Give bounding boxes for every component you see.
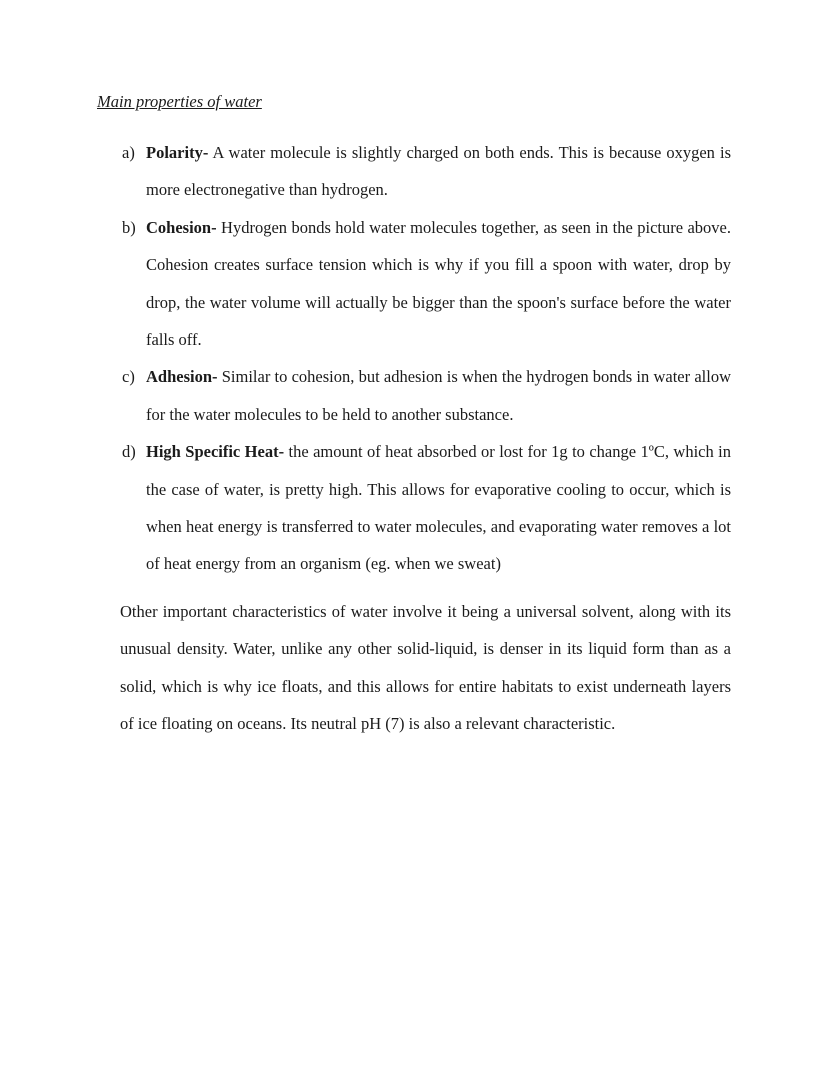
list-item-term: Polarity-: [146, 143, 209, 162]
list-item-text: the amount of heat absorbed or lost for 1g to change 1ºC, which in the case of water, is pretty high. This allows for evaporative cooling to occur, which is when heat energy is transferred to water molecules, and evaporating water removes a lot of heat energy from an organism (eg. when we sweat): [146, 442, 731, 574]
list-item-term: Adhesion-: [146, 367, 218, 387]
list-marker: c): [122, 367, 135, 387]
list-item-text: Similar to cohesion, but adhesion is when the hydrogen bonds in water allow for the water molecules to be held to another substance.: [146, 367, 731, 424]
list-item-text: A water molecule is slightly charged on both ends. This is because oxygen is more electronegative than hydrogen.: [146, 143, 731, 200]
list-item-adhesion: [97, 358, 731, 433]
list-item-cohesion: [97, 209, 731, 359]
list-marker: a): [122, 143, 135, 162]
list-marker: b): [122, 217, 136, 237]
properties-list: [97, 134, 731, 583]
list-item-text: Hydrogen bonds hold water molecules together, as seen in the picture above. Cohesion creates surface tension which is why if you fill a spoon with water, drop by drop, the water volume will actually be bigger than the spoon's surface before the water falls off.: [146, 217, 731, 350]
list-marker: d): [122, 442, 136, 462]
list-item-term: High Specific Heat-: [146, 442, 285, 462]
list-item-polarity: [97, 134, 731, 209]
list-item-high-specific-heat: [97, 433, 731, 583]
list-item-term: Cohesion-: [146, 217, 217, 237]
page-content: [97, 90, 731, 743]
closing-paragraph: Other important characteristics of water involve it being a universal solvent, along with its unusual density. Water, unlike any other solid-liquid, is denser in its liquid form than as a solid, which is why ice floats, and this allows for entire habitats to exist underneath layers of ice floating on oceans. Its neutral pH (7) is also a relevant characteristic.: [120, 601, 731, 734]
page-title: Main properties of water: [97, 92, 262, 111]
